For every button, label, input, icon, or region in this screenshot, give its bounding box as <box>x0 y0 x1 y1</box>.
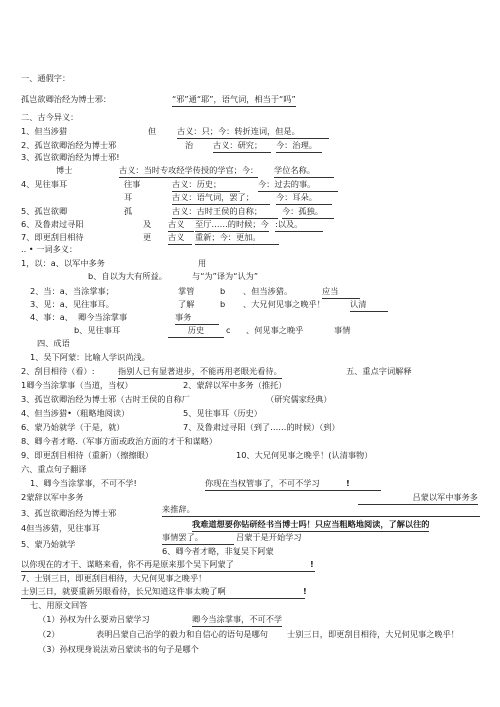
text-line: 4、但当涉猎•（粗略地阅读） <box>21 408 130 418</box>
answer-text: :以及。 <box>275 219 323 232</box>
answer-text: 事情 <box>334 325 351 335</box>
text-line: 更 <box>143 232 152 242</box>
answer-text: 今：孤独。 <box>282 206 334 219</box>
text-line: ! <box>303 586 307 596</box>
text-line: （研究儒家经典） <box>266 394 332 404</box>
answer-text: 今：耳朵。 <box>276 192 332 205</box>
text-line: ! <box>346 478 350 488</box>
text-line: 3、孤岂欲卿治经为博士邪（古时王侯的自称厂 <box>21 394 190 404</box>
text-line: 6、蒙乃始就学（于是，就） <box>21 422 125 432</box>
section-heading: 五、重点字词解释 <box>346 366 412 376</box>
text-line: 、何见事之晚乎 <box>246 325 304 335</box>
section-heading: 二、古今异义： <box>21 112 79 122</box>
text-line: 2、当：a、当涂掌事； <box>30 286 114 296</box>
section-heading: .. • 一词多义： <box>21 244 78 254</box>
text-line: 表明吕蒙自己治学的毅力和自信心的语句是哪句 <box>96 629 268 639</box>
answer-text: 今：治理。 <box>276 140 322 153</box>
text-line: 孤 <box>124 206 133 216</box>
text-line: 1、卿今当涂掌事，不可不学! <box>30 478 137 488</box>
text-line: 1、但当涉猎 <box>21 126 68 136</box>
text-line: b、见往事耳 <box>74 325 121 335</box>
text-line: b <box>220 299 226 309</box>
text-line: 5、蒙乃始就学 <box>21 539 76 549</box>
answer-text: 以你现在的才干、谋略来看，你不再是原来那个吴下阿蒙了 <box>21 559 315 572</box>
answer-text: 今：过去的事。 <box>258 179 338 192</box>
answer-text: 历史 <box>168 325 224 338</box>
text-line: 3、见：a、见往事耳。 <box>30 299 114 309</box>
text-line: 4、见往事耳 <box>21 179 68 189</box>
text-line: 1、吴下阿蒙：比喻人学识尚浅。 <box>30 352 150 362</box>
section-heading: 六、重点句子翻译 <box>21 464 87 474</box>
answer-text: 士别三日，就要重新另眼看待，长兄知道这件事太晚了啊 <box>21 586 305 599</box>
text-line: ! <box>310 559 314 569</box>
text-line: 9、即更刮目相待（重新）（擦擦眼） <box>21 450 154 460</box>
text-line: 、但当涉猎。 <box>243 286 293 296</box>
text-line: 博士 <box>56 165 73 175</box>
section-heading: 四、成语 <box>37 338 70 348</box>
text-line: 5、见往事耳（历史） <box>183 408 262 418</box>
answer-text: 古义：古时王侯的自称； <box>172 206 278 219</box>
text-line: 往事 <box>124 179 141 189</box>
answer-text: 古义：当时专攻经学传授的学官；今： <box>119 165 258 178</box>
text-line: 5、孤岂欲卿 <box>21 206 68 216</box>
text-line: b <box>220 286 226 296</box>
text-line: 4、事：a、 <box>30 312 73 322</box>
answer-text: 指别人已有显著进步，不能再用老眼光看待。 <box>118 366 282 379</box>
answer-text: 古义：只；今：转折连词，但是。 <box>177 126 329 139</box>
text-line: 治 <box>185 140 194 150</box>
answer-text: 吕蒙于是开始学习 <box>236 532 302 542</box>
text-line: （3）孙权现身说法劝吕蒙读书的句子是哪个 <box>38 644 199 654</box>
text-line: 7、即更刮目相待 <box>21 232 84 242</box>
answer-text: 古义：研究； <box>213 140 271 153</box>
answer-text: 用 <box>198 258 207 268</box>
text-line: 1，以：a、以军中多务 <box>21 258 105 268</box>
text-line: c <box>226 325 231 335</box>
text-line: 2、刮目相待（看）: <box>21 366 95 376</box>
text-line: 及 <box>143 219 152 229</box>
text-line: 8、卿今者才略.（军事方面或政治方面的才干和谋略） <box>21 436 218 446</box>
text-line: 3、孤岂欲卿治经为博士邪 <box>21 508 117 518</box>
answer-text: 学位名称。 <box>274 165 334 178</box>
answer-text: 应当 <box>322 286 360 299</box>
answer-text: 来推辞。 <box>162 504 480 517</box>
text-line: 1卿今当涂掌事（当道，当权） <box>21 380 133 390</box>
text-line: 卿今当涂掌事 <box>78 312 128 322</box>
text-line: b、自以为大有所益。 <box>88 271 167 281</box>
answer-text: 重新；今：更加。 <box>195 232 279 245</box>
text-line: 10、大兄何见事之晚乎！(认清事物） <box>236 450 373 460</box>
answer-text: 与“为”译为“认为” <box>192 271 259 281</box>
text-line: 耳 <box>124 192 133 202</box>
answer-text: 士别三日，即更刮目相待，大兄何见事之晚乎！ <box>287 629 459 639</box>
answer-text: 掌管 <box>178 286 195 296</box>
text-line: 、大兄何见事之晚乎！ <box>243 299 325 309</box>
answer-text: 卿今当涂掌事，不可不学 <box>192 614 282 627</box>
text-line: （1）孙权为什么要劝吕蒙学习 <box>38 614 150 624</box>
text-line: 2、蒙辞以军中多务（推托） <box>183 380 287 390</box>
text-line: 6、卿今者才略，非复吴下阿蒙 <box>162 546 274 556</box>
text-line: 2、孤岂欲卿治经为博士邪 <box>21 140 117 150</box>
text-line: 3、孤岂欲卿治经为博士邪! <box>21 152 120 162</box>
answer-text: 古义 <box>168 219 194 232</box>
text-line: 7、士别三日，即更刮目相待，大兄何见事之晚乎！ <box>21 573 207 583</box>
answer-text: 至厅……的时候；今 <box>195 219 269 232</box>
text-line: 7、及鲁肃过寻阳（到了……的时候）（到） <box>183 422 340 432</box>
answer-text: 事情罢了。 <box>162 532 234 545</box>
answer-text: 古义 <box>168 232 192 245</box>
answer-text: 认清 <box>350 299 388 312</box>
answer-text: 我难道想要你钻研经书当博士吗！只应当粗略地阅读，了解以往的 <box>192 519 429 532</box>
answer-text: 你现在当权管事了，不可不学习 <box>205 478 381 491</box>
text-line: 6、及鲁肃过寻阳 <box>21 219 84 229</box>
text-line: （2） <box>38 629 60 639</box>
answer-text: 事务 <box>175 312 219 325</box>
answer-text: 古义：语气词，罢了； <box>172 192 270 205</box>
section-heading: 一、通假字： <box>21 73 71 83</box>
answer-text: “邪”通“耶”，语气词，相当于“吗” <box>172 94 296 107</box>
section-heading: 七、用原文回答 <box>30 600 88 610</box>
answer-text: 吕蒙以军中事务多 <box>358 492 478 505</box>
text-line: 4但当涉猎，见往事耳 <box>21 523 100 533</box>
text-line: 但 <box>148 126 157 136</box>
answer-text: 了解 <box>178 299 195 309</box>
text-line: 2蒙辞以军中多务 <box>21 492 84 502</box>
text-line: 孤岂欲卿治经为博士邪： <box>21 94 112 104</box>
answer-text: 古义：历史； <box>172 179 240 192</box>
